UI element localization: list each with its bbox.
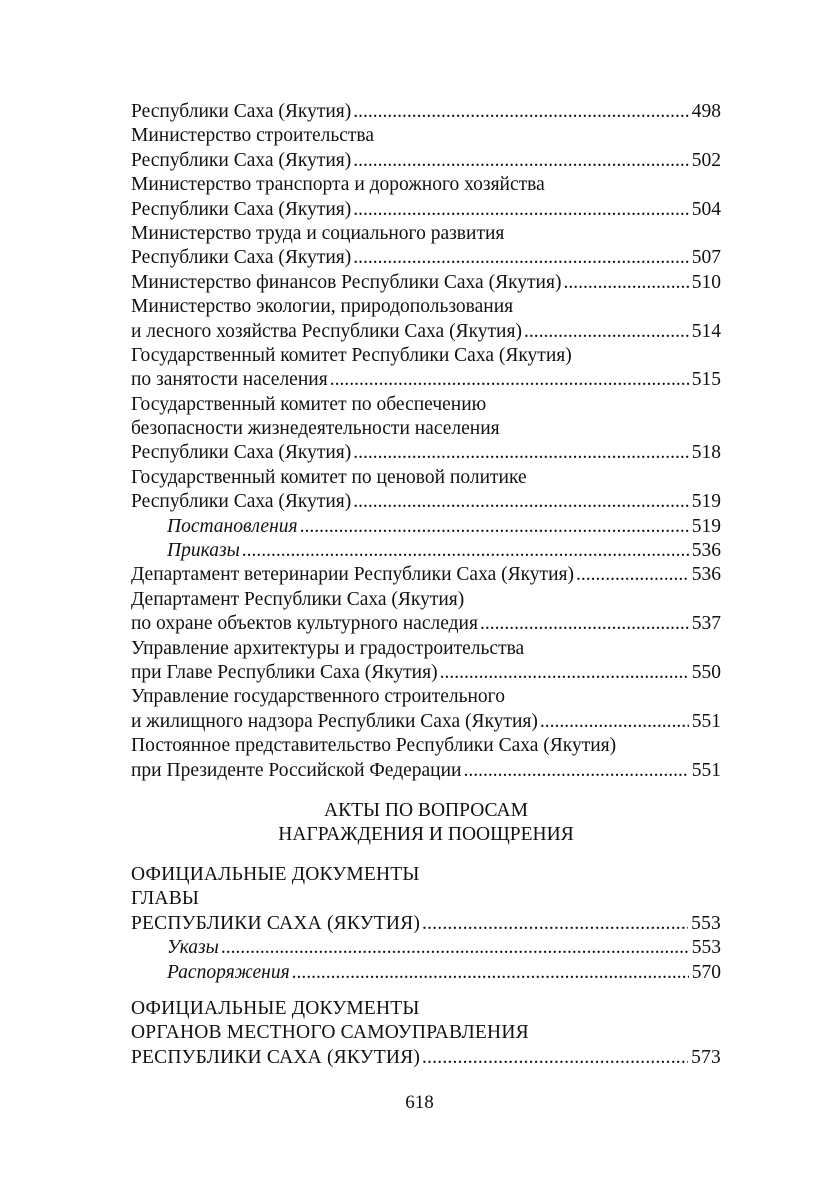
toc-page-number: 553 [691,912,721,934]
toc-entry: Республики Саха (Якутия) ..... 504 [131,198,721,222]
section-title-line: ОФИЦИАЛЬНЫЕ ДОКУМЕНТЫ [131,863,420,885]
toc-page-number: 519 [691,515,721,537]
toc-entry: при Президенте Российской Федерации ..... 551 [131,759,721,783]
leader-dots [422,1046,688,1070]
leader-dots [576,563,689,587]
toc-entry: по охране объектов культурного наследия ..... 537 [131,612,721,636]
toc-page-number: 536 [691,540,721,562]
toc-page-number: 551 [691,759,721,781]
toc-page-number: 536 [691,564,721,586]
toc-entry-text: Государственный комитет по ценовой политике [131,466,527,488]
section-heading-line: НАГРАЖДЕНИЯ И ПООЩРЕНИЯ [278,823,574,845]
toc-entry: РЕСПУБЛИКИ САХА (ЯКУТИЯ) ..... 553 [131,912,721,936]
toc-page-number: 518 [691,442,721,464]
toc-page-number: 551 [691,710,721,732]
toc-subentry: Постановления ..... 519 [131,515,721,539]
toc-entry: Департамент ветеринарии Республики Саха (Якутия) ..... 536 [131,563,721,587]
toc-subentry: Приказы ..... 536 [131,539,721,563]
leader-dots [353,149,688,173]
toc-subentry: Указы ..... 553 [131,936,721,960]
toc-page-number: 515 [691,369,721,391]
section-heading [131,799,721,847]
toc-entry-text: Министерство труда и социального развития [131,222,505,244]
leader-dots [353,441,688,465]
toc-page-number: 507 [691,247,721,269]
toc-entry: Республики Саха (Якутия) ..... 502 [131,149,721,173]
leader-dots [464,759,689,783]
toc-page-number: 498 [691,101,721,122]
toc-page-number: 537 [691,613,721,635]
leader-dots [480,612,689,636]
toc-page-number: 553 [691,937,721,959]
toc-page-number: 519 [691,491,721,513]
leader-dots [353,198,688,222]
toc-entry: Республики Саха (Якутия) ..... 519 [131,490,721,514]
toc-entry-text: Государственный комитет Республики Саха (Якутия) [131,344,572,366]
leader-dots [422,912,688,936]
toc-entry-text: Постоянное представительство Республики Саха (Якутия) [131,735,617,757]
page-number: 618 [405,1092,434,1113]
toc-entry: РЕСПУБЛИКИ САХА (ЯКУТИЯ) ..... 573 [131,1046,721,1070]
section-heading-line: АКТЫ ПО ВОПРОСАМ [324,799,528,821]
toc-entry-text: Управление государственного строительного [131,686,505,708]
toc-entry: Министерство финансов Республики Саха (Якутия) ..... 510 [131,271,721,295]
toc-entry: Республики Саха (Якутия) ..... 507 [131,246,721,270]
toc-page-number: 514 [691,320,721,342]
toc-page-number: 570 [691,961,721,983]
leader-dots [540,710,689,734]
leader-dots [221,936,689,960]
toc-entry-text: Управление архитектуры и градостроительства [131,637,525,659]
section-title-line: ОФИЦИАЛЬНЫЕ ДОКУМЕНТЫ [131,997,420,1019]
leader-dots [353,246,688,270]
toc-entry-text: Министерство транспорта и дорожного хозяйства [131,174,545,196]
leader-dots [563,271,688,295]
leader-dots [353,490,688,514]
section-title-line: ГЛАВЫ [131,888,200,910]
leader-dots [440,661,689,685]
toc-entry-text: Департамент Республики Саха (Якутия) [131,588,465,610]
leader-dots [353,100,688,124]
toc-entry-text: Министерство экологии, природопользования [131,296,514,318]
toc-entry: и жилищного надзора Республики Саха (Якутия) ..... 551 [131,710,721,734]
toc-entry-text: безопасности жизнедеятельности населения [131,418,500,440]
toc-entry: Республики Саха (Якутия) ..... 518 [131,441,721,465]
table-of-contents [131,100,721,1070]
toc-page-number: 550 [691,661,721,683]
leader-dots [242,539,689,563]
leader-dots [300,515,689,539]
toc-entry-text: Министерство строительства [131,125,375,147]
toc-page-number: 573 [691,1046,721,1068]
leader-dots [330,368,689,392]
toc-subentry: Распоряжения ..... 570 [131,961,721,985]
toc-entry: Республики Саха (Якутия) ..... 498 [131,100,721,124]
leader-dots [524,320,689,344]
toc-page-number: 504 [691,198,721,220]
toc-entry: при Главе Республики Саха (Якутия) ..... 550 [131,661,721,685]
toc-page-number: 510 [691,271,721,293]
toc-entry: по занятости населения ..... 515 [131,368,721,392]
toc-page-number: 502 [691,149,721,171]
leader-dots [292,961,689,985]
section-title-line: ОРГАНОВ МЕСТНОГО САМОУПРАВЛЕНИЯ [131,1022,529,1044]
toc-entry-text: Государственный комитет по обеспечению [131,393,487,415]
toc-entry: и лесного хозяйства Республики Саха (Якутия) ..... 514 [131,320,721,344]
